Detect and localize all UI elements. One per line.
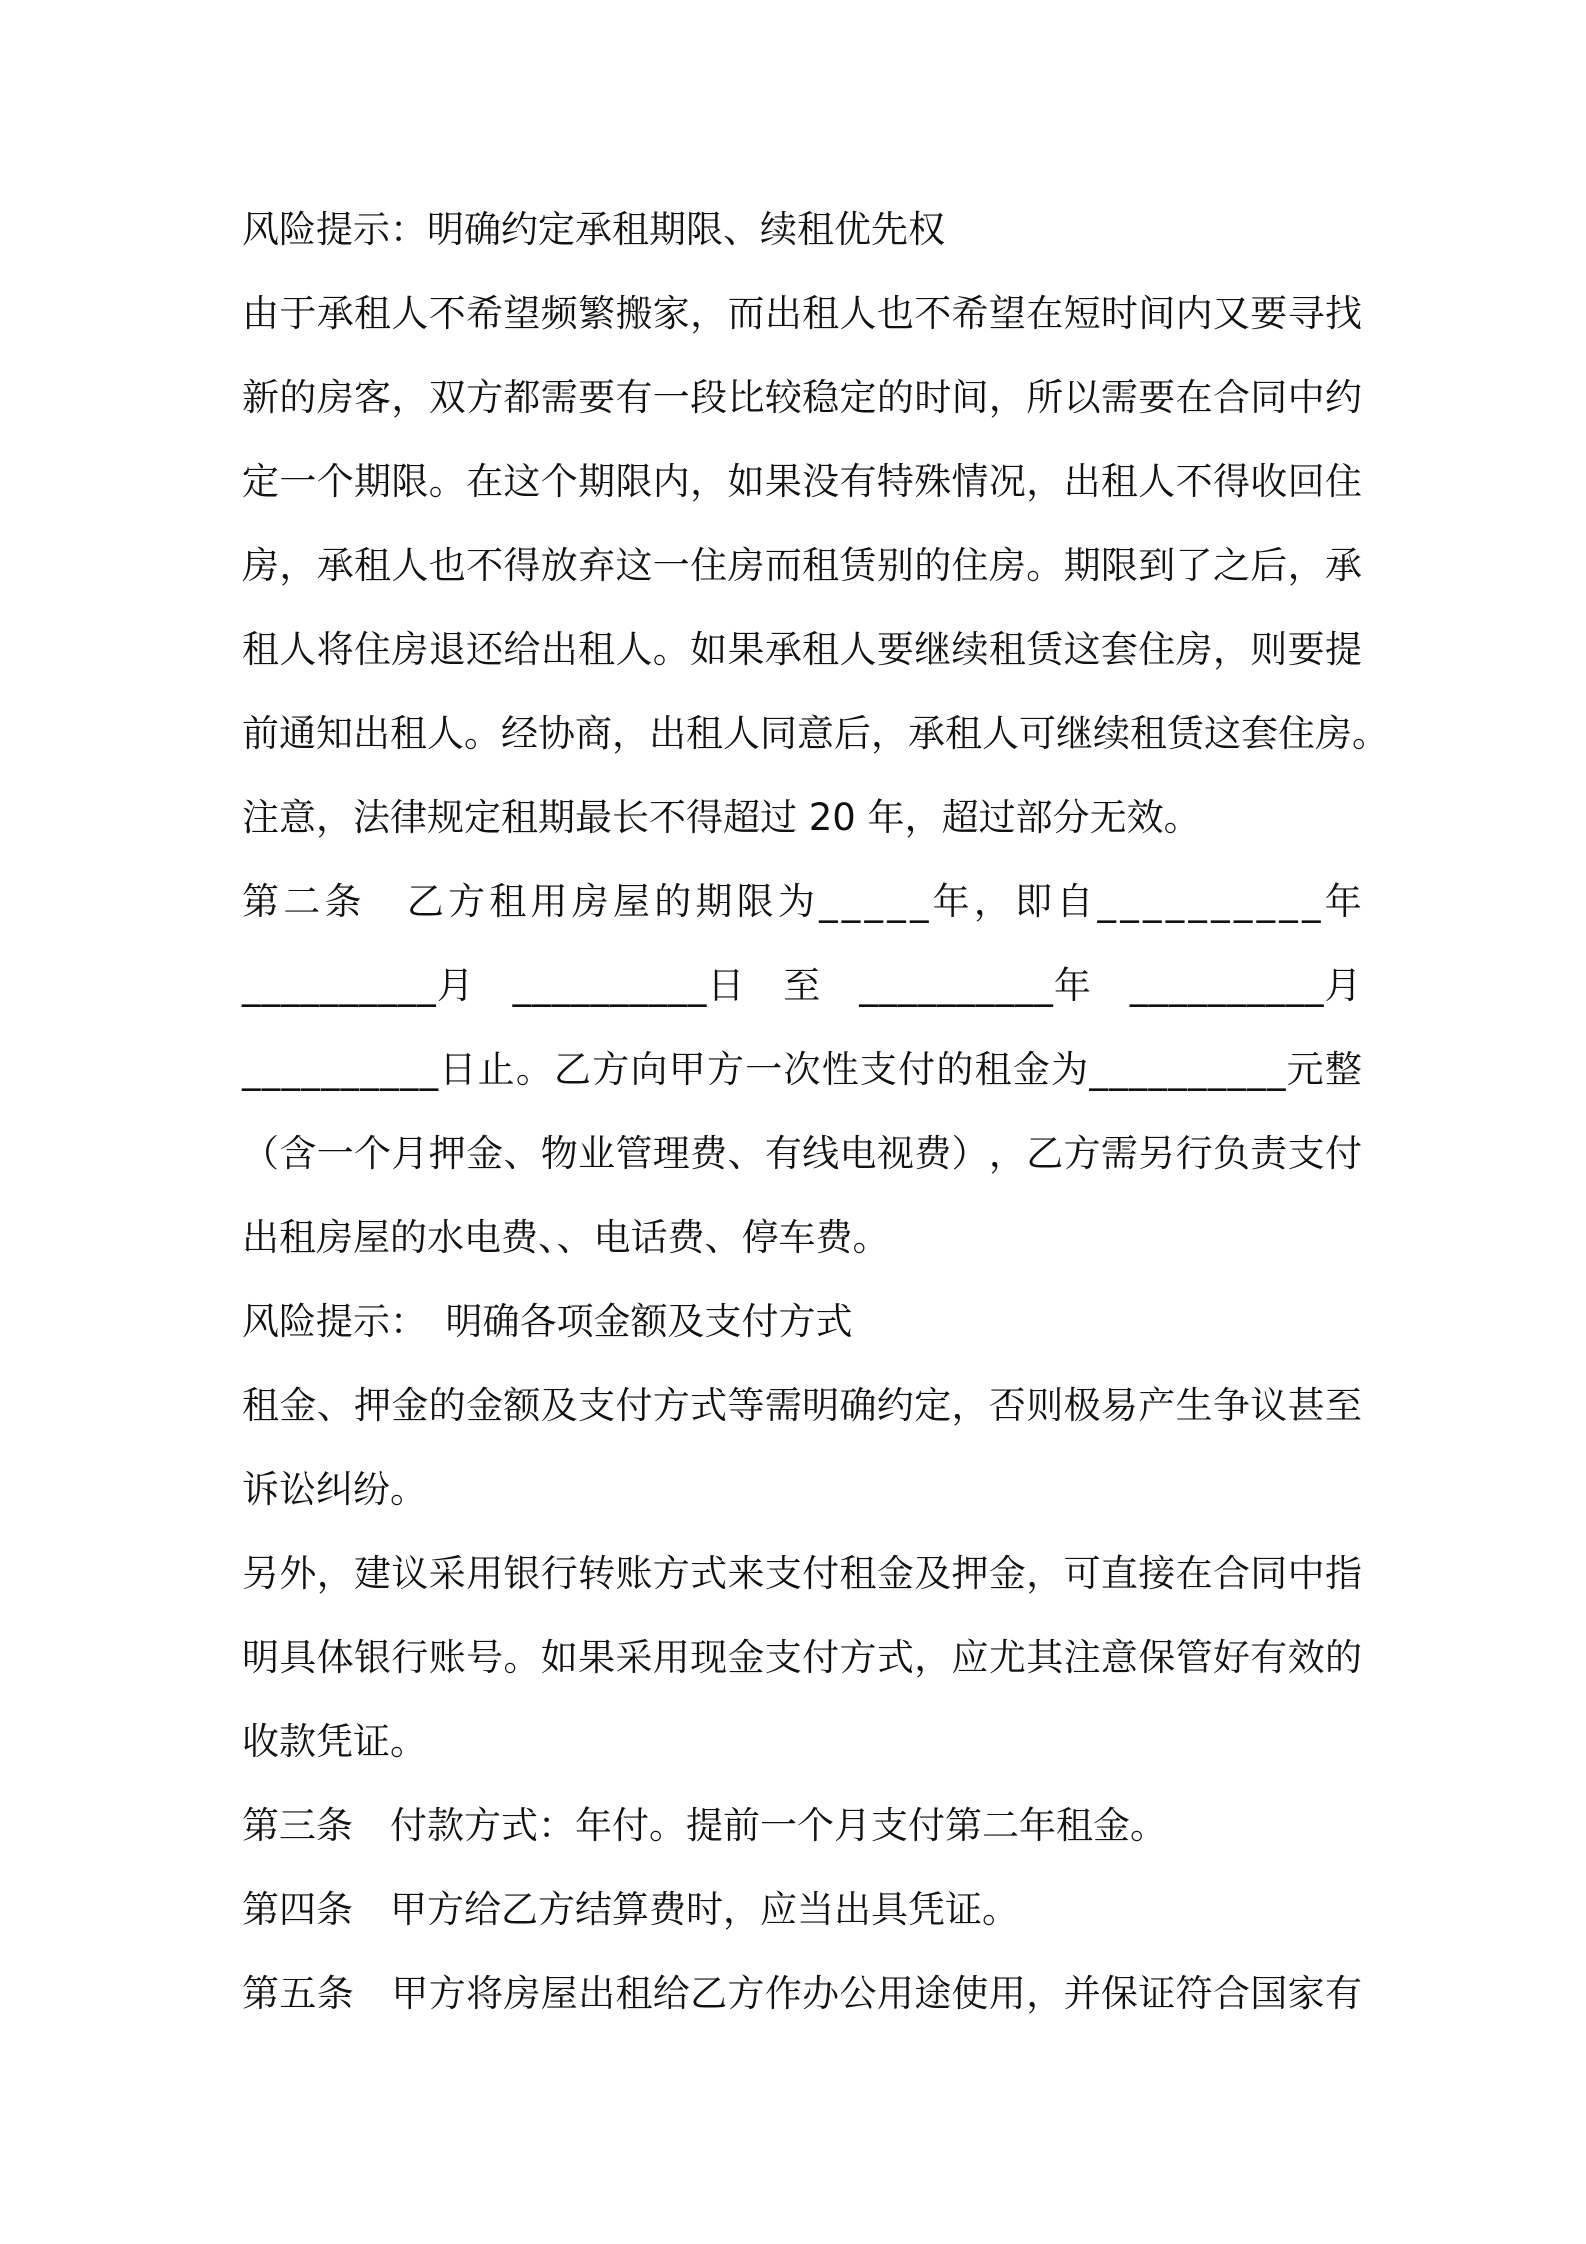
article-4-line: 第四条 甲方给乙方结算费时，应当出具凭证。 [242,1888,1019,1931]
paragraph-line: 明 具 体 银 行 账 号 。 如 果 采 用 现 金 支 付 方 式 ， 应 尤 其 注 意 保 管 好 有 效 的 [242,1636,1362,1679]
paragraph-line: 注意，法律规定租期最长不得超过 20 年，超过部分无效。 [242,796,1201,839]
paragraph-line: 另 外 ， 建 议 采 用 银 行 转 账 方 式 来 支 付 租 金 及 押 金 ， 可 直 接 在 合 同 中 指 [242,1552,1362,1595]
article-2-line: _ _ _ _ _ _ _ _ _ _ 日 止 。 乙 方 向 甲 方 一 次 性 支 付 的 租 金 为 _ _ _ _ _ _ _ _ _ _ 元 整 [242,1048,1362,1091]
risk-tip-heading: 风险提示：明确约定承租期限、续租优先权 [242,208,945,251]
article-5-line: 第 五 条 甲 方 将 房 屋 出 租 给 乙 方 作 办 公 用 途 使 用 ， 并 保 证 符 合 国 家 有 [242,1972,1362,2015]
paragraph-line: 租 金 、 押 金 的 金 额 及 支 付 方 式 等 需 明 确 约 定 ， 否 则 极 易 产 生 争 议 甚 至 [242,1384,1362,1427]
paragraph-line: 由 于 承 租 人 不 希 望 频 繁 搬 家 ， 而 出 租 人 也 不 希 望 在 短 时 间 内 又 要 寻 找 [242,292,1362,335]
article-3-line: 第三条 付款方式：年付。提前一个月支付第二年租金。 [242,1804,1167,1847]
paragraph-line: 诉讼纠纷。 [242,1468,427,1511]
article-2-line: _ _ _ _ _ _ _ _ _ _ 月 _ _ _ _ _ _ _ _ _ _ 日 至 _ _ _ _ _ _ _ _ _ _ 年 _ _ _ _ _ _ _ _ _ _ 月 [242,964,1362,1007]
paragraph-line: 房 ， 承 租 人 也 不 得 放 弃 这 一 住 房 而 租 赁 别 的 住 房 。 期 限 到 了 之 后 ， 承 [242,544,1362,587]
article-2-line: 第 二 条 乙 方 租 用 房 屋 的 期 限 为 _ _ _ _ _ 年 ， 即 自 _ _ _ _ _ _ _ _ _ _ 年 [242,880,1362,923]
paragraph-line: 收款凭证。 [242,1720,427,1763]
risk-tip-heading: 风险提示： 明确各项金额及支付方式 [242,1300,853,1343]
paragraph-line: 租 人 将 住 房 退 还 给 出 租 人 。 如 果 承 租 人 要 继 续 租 赁 这 套 住 房 ， 则 要 提 [242,628,1362,671]
article-2-line: （ 含 一 个 月 押 金 、 物 业 管 理 费 、 有 线 电 视 费 ） ， 乙 方 需 另 行 负 责 支 付 [242,1132,1362,1175]
article-2-line: 出租房屋的水电费、、电话费、停车费。 [242,1216,890,1259]
paragraph-line: 新 的 房 客 ， 双 方 都 需 要 有 一 段 比 较 稳 定 的 时 间 ， 所 以 需 要 在 合 同 中 约 [242,376,1362,419]
paragraph-line: 定 一 个 期 限 。 在 这 个 期 限 内 ， 如 果 没 有 特 殊 情 况 ， 出 租 人 不 得 收 回 住 [242,460,1362,503]
paragraph-line: 前 通 知 出 租 人 。 经 协 商 ， 出 租 人 同 意 后 ， 承 租 人 可 继 续 租 赁 这 套 住 房 。 [242,712,1389,755]
